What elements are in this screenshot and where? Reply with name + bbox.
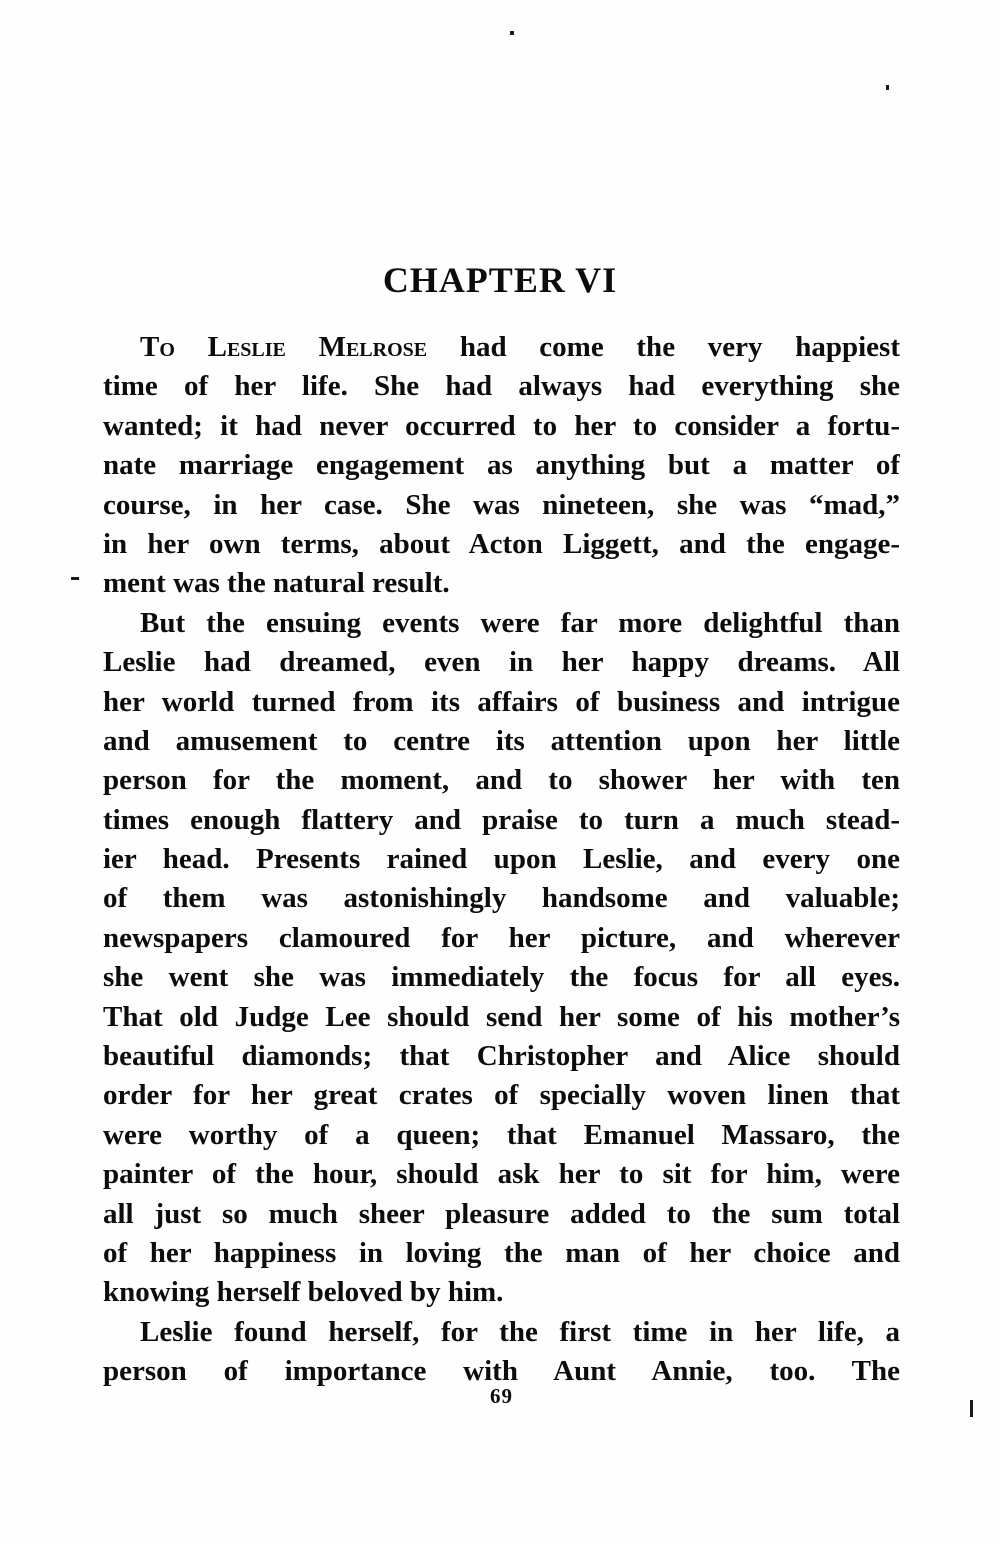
text-line: beautiful diamonds; that Christopher and Alice should <box>103 1040 900 1073</box>
text-line: course, in her case. She was nineteen, she was “mad,” <box>103 488 900 521</box>
text-line: wanted; it had never occurred to her to consider a fortu- <box>103 409 900 442</box>
text-line: time of her life. She had always had everything she <box>103 370 900 403</box>
page-number: 69 <box>490 1384 513 1408</box>
scan-speck <box>970 1400 973 1417</box>
text-body <box>103 328 900 1392</box>
scan-speck <box>71 577 79 580</box>
text-line: were worthy of a queen; that Emanuel Massaro, the <box>103 1118 900 1151</box>
text-line: ment was the natural result. <box>103 567 450 600</box>
text-line: Leslie found herself, for the first time in her life, a <box>140 1315 900 1348</box>
scan-speck <box>510 31 514 35</box>
text-line: nate marriage engagement as anything but a matter of <box>103 449 900 482</box>
text-line: That old Judge Lee should send her some of his mother’s <box>103 1000 900 1033</box>
text-line: knowing herself beloved by him. <box>103 1276 504 1309</box>
text-line: of her happiness in loving the man of her choice and <box>103 1236 900 1269</box>
text-line: and amusement to centre its attention upon her little <box>103 724 900 757</box>
text-line: newspapers clamoured for her picture, and wherever <box>103 921 900 954</box>
chapter-heading: CHAPTER VI <box>382 260 618 300</box>
text-line: order for her great crates of specially woven linen that <box>103 1079 900 1112</box>
text-line: of them was astonishingly handsome and valuable; <box>103 882 900 915</box>
text-line: Leslie had dreamed, even in her happy dreams. All <box>103 646 900 679</box>
text-line: person for the moment, and to shower her with ten <box>103 764 900 797</box>
scan-speck <box>886 85 889 90</box>
text-line: To Leslie Melrose had come the very happiest <box>140 331 900 363</box>
text-line: times enough flattery and praise to turn a much stead- <box>103 803 900 836</box>
text-line: ier head. Presents rained upon Leslie, and every one <box>103 843 900 876</box>
text-line: all just so much sheer pleasure added to the sum total <box>103 1197 900 1230</box>
smallcaps-lead: To Leslie Melrose <box>140 331 428 363</box>
text-line: in her own terms, about Acton Liggett, and the engage- <box>103 527 900 560</box>
text-line: painter of the hour, should ask her to sit for him, were <box>103 1158 900 1191</box>
text-line: person of importance with Aunt Annie, too. The <box>103 1355 900 1388</box>
text-line: she went she was immediately the focus for all eyes. <box>103 961 900 994</box>
text-line: But the ensuing events were far more delightful than <box>140 606 900 639</box>
text-line: her world turned from its affairs of business and intrigue <box>103 685 900 718</box>
